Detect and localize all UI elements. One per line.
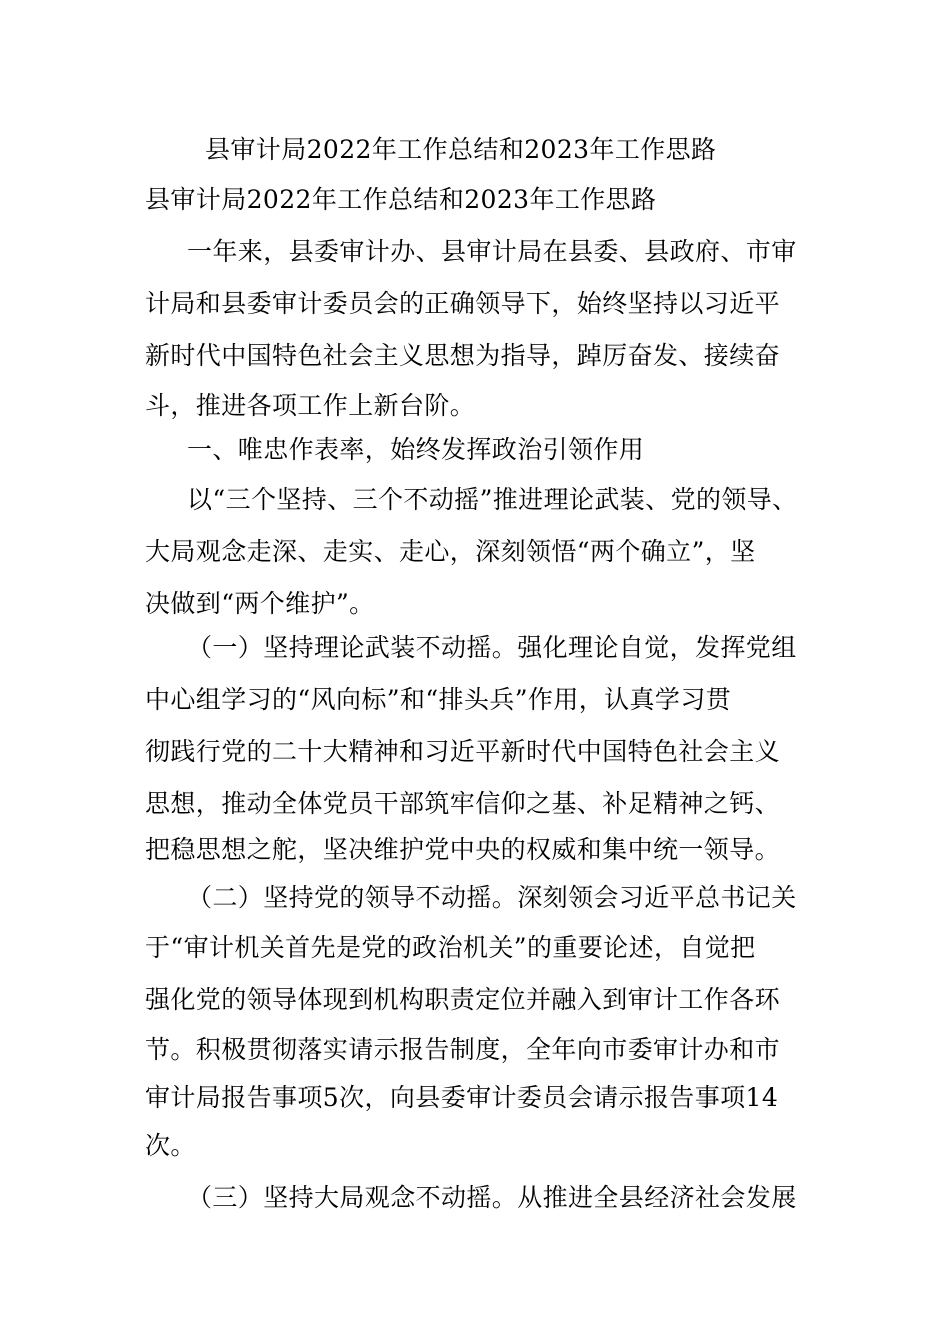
intro-line: 计局和县委审计委员会的正确领导下，始终坚持以习近平	[145, 289, 781, 318]
intro-line: 斗，推进各项工作上新台阶。	[145, 391, 476, 420]
section-intro-line: 决做到“两个维护”。	[145, 589, 375, 618]
section-intro-line: 以“三个坚持、三个不动摇”推进理论武装、党的领导、	[187, 485, 798, 514]
document-title: 县审计局2022年工作总结和2023年工作思路	[205, 135, 717, 164]
item1-line: 把稳思想之舵，坚决维护党中央的权威和集中统一领导。	[145, 835, 781, 864]
intro-line: 新时代中国特色社会主义思想为指导，踔厉奋发、接续奋	[145, 341, 781, 370]
item1-line: 思想，推动全体党员干部筑牢信仰之基、补足精神之钙、	[145, 789, 781, 818]
item3-line: （三）坚持大局观念不动摇。从推进全县经济社会发展	[187, 1183, 797, 1212]
item1-line: 中心组学习的“风向标”和“排头兵”作用，认真学习贯	[145, 685, 732, 714]
item2-line: （二）坚持党的领导不动摇。深刻领会习近平总书记关	[187, 883, 797, 912]
item2-line: 于“审计机关首先是党的政治机关”的重要论述，自觉把	[145, 933, 756, 962]
section-heading: 一、唯忠作表率，始终发挥政治引领作用	[187, 435, 645, 464]
section-intro-line: 大局观念走深、走实、走心，深刻领悟“两个确立”，坚	[145, 537, 756, 566]
item2-line: 强化党的领导体现到机构职责定位并融入到审计工作各环	[145, 985, 781, 1014]
item1-line: 彻践行党的二十大精神和习近平新时代中国特色社会主义	[145, 737, 781, 766]
item2-line: 次。	[145, 1131, 196, 1160]
intro-line: 一年来，县委审计办、县审计局在县委、县政府、市审	[187, 237, 797, 266]
item2-line: 审计局报告事项5次，向县委审计委员会请示报告事项14	[145, 1083, 779, 1112]
item2-line: 节。积极贯彻落实请示报告制度，全年向市委审计办和市	[145, 1035, 781, 1064]
document-subtitle: 县审计局2022年工作总结和2023年工作思路	[145, 185, 657, 214]
item1-line: （一）坚持理论武装不动摇。强化理论自觉，发挥党组	[187, 633, 797, 662]
